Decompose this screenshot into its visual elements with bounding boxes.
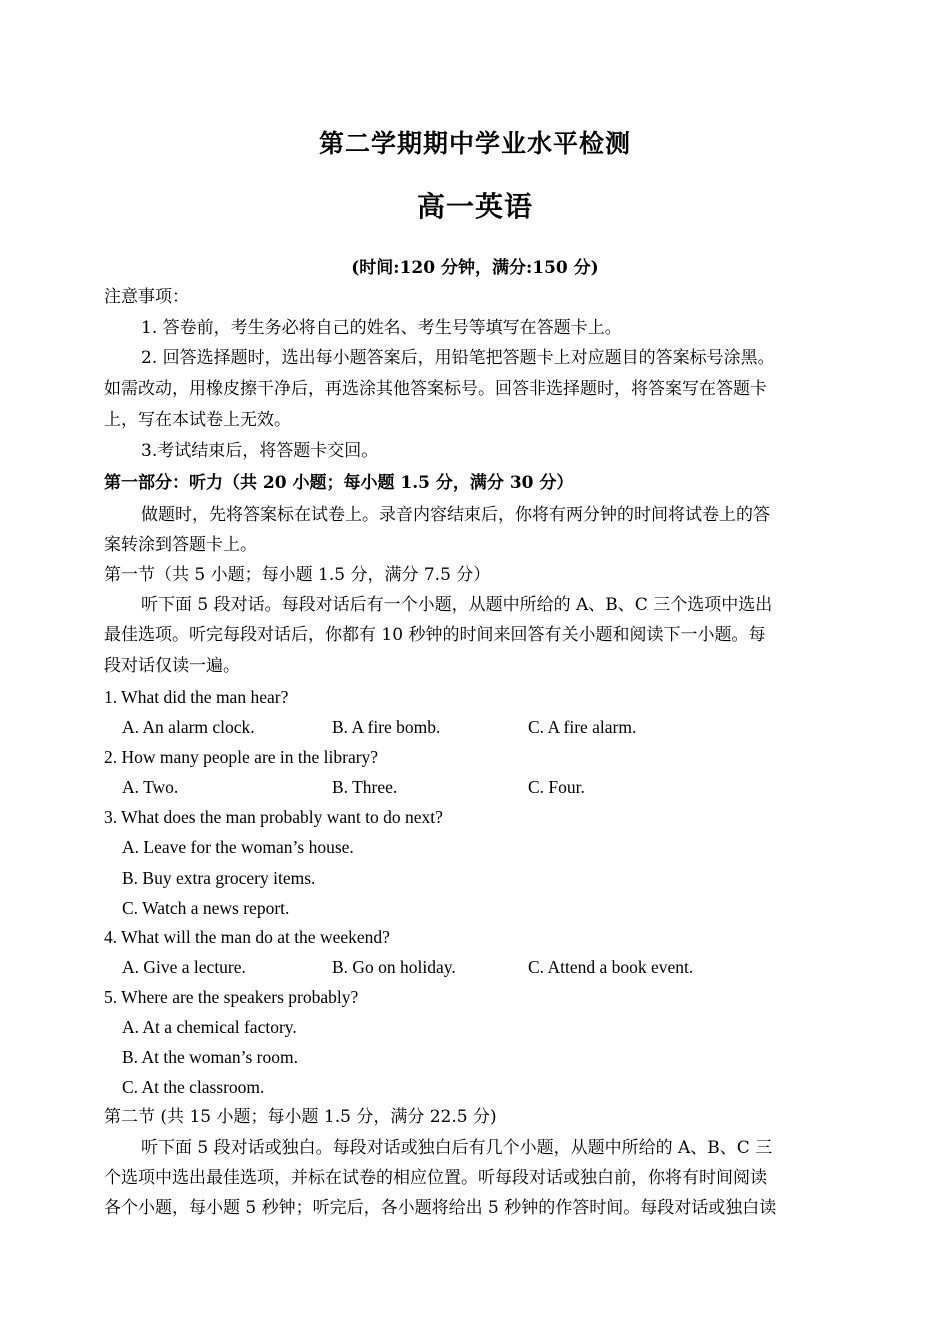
question-stem: 3. What does the man probably want to do next? (104, 807, 443, 827)
option-a: A. At a chemical factory. (122, 1017, 297, 1037)
exam-title: 第二学期期中学业水平检测 (318, 129, 631, 158)
time-info: (时间:120 分钟，满分:150 分) (351, 258, 599, 278)
option-c: C. At the classroom. (122, 1077, 265, 1097)
question-stem: 4. What will the man do at the weekend? (104, 927, 390, 947)
question-stem: 2. How many people are in the library? (104, 747, 379, 767)
notice-item: 如需改动，用橡皮擦干净后，再选涂其他答案标号。回答非选择题时，将答案写在答题卡 (104, 379, 767, 399)
section2-heading: 第二节 (共 15 小题；每小题 1.5 分，满分 22.5 分) (104, 1107, 497, 1127)
part1-intro: 做题时，先将答案标在试卷上。录音内容结束后，你将有两分钟的时间将试卷上的答 (141, 505, 770, 525)
option-a: A. Give a lecture. (122, 957, 246, 977)
option-c: C. Four. (528, 777, 585, 797)
option-b: B. A fire bomb. (332, 717, 441, 737)
notice-heading: 注意事项： (104, 287, 189, 307)
subject-title: 高一英语 (416, 190, 533, 223)
option-a: A. Leave for the woman’s house. (122, 837, 354, 857)
part1-heading: 第一部分：听力（共 20 小题；每小题 1.5 分，满分 30 分） (104, 473, 574, 493)
section1-intro: 听下面 5 段对话。每段对话后有一个小题，从题中所给的 A、B、C 三个选项中选出 (141, 595, 773, 615)
notice-item: 3.考试结束后，将答题卡交回。 (141, 441, 379, 461)
section2-intro: 各个小题，每小题 5 秒钟；听完后，各小题将给出 5 秒钟的作答时间。每段对话或独白读 (104, 1198, 777, 1218)
section1-heading: 第一节（共 5 小题；每小题 1.5 分，满分 7.5 分） (104, 565, 491, 585)
notice-item: 上，写在本试卷上无效。 (104, 410, 291, 430)
question-stem: 5. Where are the speakers probably? (104, 987, 359, 1007)
notice-item: 2. 回答选择题时，选出每小题答案后，用铅笔把答题卡上对应题目的答案标号涂黑。 (141, 348, 775, 368)
part1-intro: 案转涂到答题卡上。 (104, 535, 257, 555)
option-c: C. Attend a book event. (528, 957, 694, 977)
section2-intro: 听下面 5 段对话或独白。每段对话或独白后有几个小题，从题中所给的 A、B、C 三 (141, 1138, 773, 1158)
option-b: B. Three. (332, 777, 398, 797)
option-b: B. Go on holiday. (332, 957, 456, 977)
option-a: A. An alarm clock. (122, 717, 255, 737)
option-c: C. Watch a news report. (122, 898, 290, 918)
option-c: C. A fire alarm. (528, 717, 637, 737)
option-b: B. At the woman’s room. (122, 1047, 298, 1067)
section1-intro: 段对话仅读一遍。 (104, 656, 240, 676)
section2-intro: 个选项中选出最佳选项，并标在试卷的相应位置。听每段对话或独白前，你将有时间阅读 (104, 1168, 767, 1188)
section1-intro: 最佳选项。听完每段对话后，你都有 10 秒钟的时间来回答有关小题和阅读下一小题。每 (104, 625, 766, 645)
option-a: A. Two. (122, 777, 179, 797)
question-stem: 1. What did the man hear? (104, 687, 289, 707)
option-b: B. Buy extra grocery items. (122, 868, 316, 888)
notice-item: 1. 答卷前，考生务必将自己的姓名、考生号等填写在答题卡上。 (141, 318, 622, 338)
